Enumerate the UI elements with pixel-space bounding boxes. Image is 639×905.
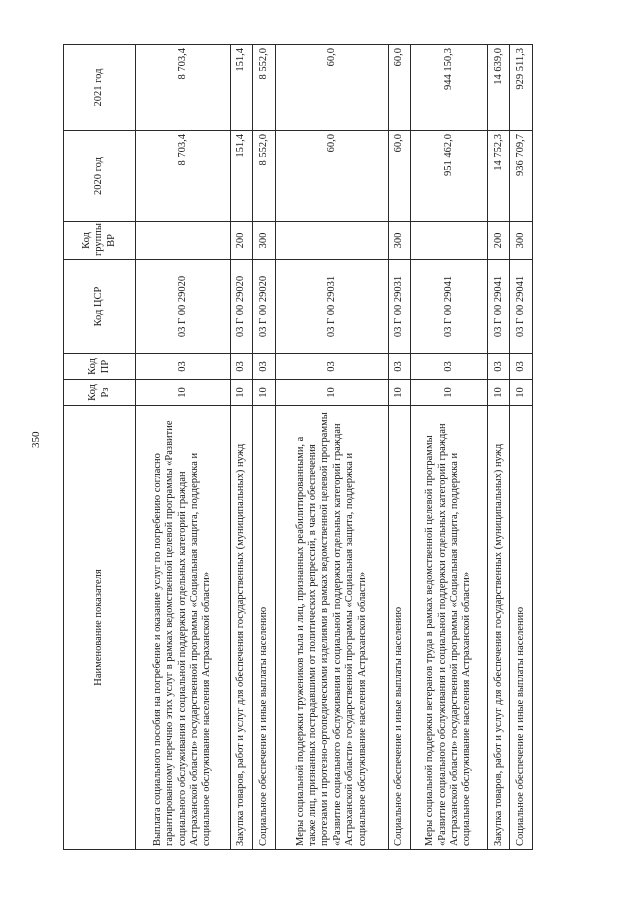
row-pr: 03 [253,354,275,380]
row-rz: 10 [510,380,533,406]
header-2020: 2020 год [64,131,136,222]
row-name: Социальное обеспечение и иные выплаты населению [253,406,275,850]
row-vr: 300 [510,222,533,260]
row-pr: 03 [388,354,410,380]
row-pr: 03 [275,354,388,380]
row-2021: 8 552,0 [253,45,275,131]
row-2020: 60,0 [388,131,410,222]
header-vr: Код группы ВР [64,222,136,260]
header-row [64,45,136,850]
row-2020: 951 462,0 [411,131,488,222]
row-vr [275,222,388,260]
header-rz: Код Рз [64,380,136,406]
row-csr: 03 Г 00 29041 [411,260,488,354]
table-row [275,45,388,850]
budget-table [63,44,533,850]
header-pr: Код ПР [64,354,136,380]
rotated-table-container [63,45,533,850]
row-2021: 151,4 [230,45,252,131]
row-vr: 200 [487,222,509,260]
row-2020: 151,4 [230,131,252,222]
row-2020: 8 552,0 [253,131,275,222]
row-2021: 14 639,0 [487,45,509,131]
row-name: Выплата социального пособия на погребение и оказание услуг по погребению согласно гарантированному перечню этих услуг в рамках ведомственной целевой программы «Развитие социального обслуживания и социальной поддержки отдельных категорий граждан Астраханской области» государственной программы «Социальная защита, поддержка и социальное обслуживание населения Астраханской области» [136,406,231,850]
row-rz: 10 [230,380,252,406]
row-pr: 03 [411,354,488,380]
table-row [253,45,275,850]
row-csr: 03 Г 00 29041 [510,260,533,354]
row-name: Социальное обеспечение и иные выплаты населению [510,406,533,850]
table-row [411,45,488,850]
table-row [230,45,252,850]
row-2020: 8 703,4 [136,131,231,222]
row-vr [411,222,488,260]
row-name: Социальное обеспечение и иные выплаты населению [388,406,410,850]
row-csr: 03 Г 00 29031 [388,260,410,354]
row-name: Закупка товаров, работ и услуг для обеспечения государственных (муниципальных) нужд [487,406,509,850]
row-rz: 10 [253,380,275,406]
page-number: 350 [30,431,42,448]
header-csr: Код ЦСР [64,260,136,354]
row-2020: 14 752,3 [487,131,509,222]
row-vr: 200 [230,222,252,260]
row-pr: 03 [136,354,231,380]
table-row [136,45,231,850]
header-name: Наименование показателя [64,406,136,850]
row-2021: 60,0 [275,45,388,131]
row-name: Закупка товаров, работ и услуг для обеспечения государственных (муниципальных) нужд [230,406,252,850]
row-name: Меры социальной поддержки тружеников тыла и лиц, признанных реабилитированными, а также лиц, признанных пострадавшими от политических репрессий, в части обеспечения протезами и протезно-ортопедическими изделиями в рамках ведомственной целевой программы «Развитие социального обслуживания и социальной поддержки отдельных категорий граждан Астраханской области» государственной программы «Социальная защита, поддержка и социальное обслуживание населения Астраханской области» [275,406,388,850]
row-csr: 03 Г 00 29020 [136,260,231,354]
row-rz: 10 [411,380,488,406]
row-2020: 936 709,7 [510,131,533,222]
header-2021: 2021 год [64,45,136,131]
row-pr: 03 [230,354,252,380]
row-vr [136,222,231,260]
row-2021: 944 150,3 [411,45,488,131]
row-pr: 03 [510,354,533,380]
row-name: Меры социальной поддержки ветеранов труда в рамках ведомственной целевой программы «Развитие социального обслуживания и социальной поддержки отдельных категорий граждан Астраханской области» государственной программы «Социальная защита, поддержка и социальное обслуживание населения Астраханской области» [411,406,488,850]
row-2021: 8 703,4 [136,45,231,131]
table-row [388,45,410,850]
row-rz: 10 [136,380,231,406]
row-csr: 03 Г 00 29020 [253,260,275,354]
table-row [510,45,533,850]
row-2020: 60,0 [275,131,388,222]
row-rz: 10 [487,380,509,406]
row-rz: 10 [388,380,410,406]
table-row [487,45,509,850]
row-pr: 03 [487,354,509,380]
row-2021: 60,0 [388,45,410,131]
row-2021: 929 511,3 [510,45,533,131]
row-rz: 10 [275,380,388,406]
row-vr: 300 [253,222,275,260]
row-csr: 03 Г 00 29020 [230,260,252,354]
row-vr: 300 [388,222,410,260]
row-csr: 03 Г 00 29031 [275,260,388,354]
row-csr: 03 Г 00 29041 [487,260,509,354]
